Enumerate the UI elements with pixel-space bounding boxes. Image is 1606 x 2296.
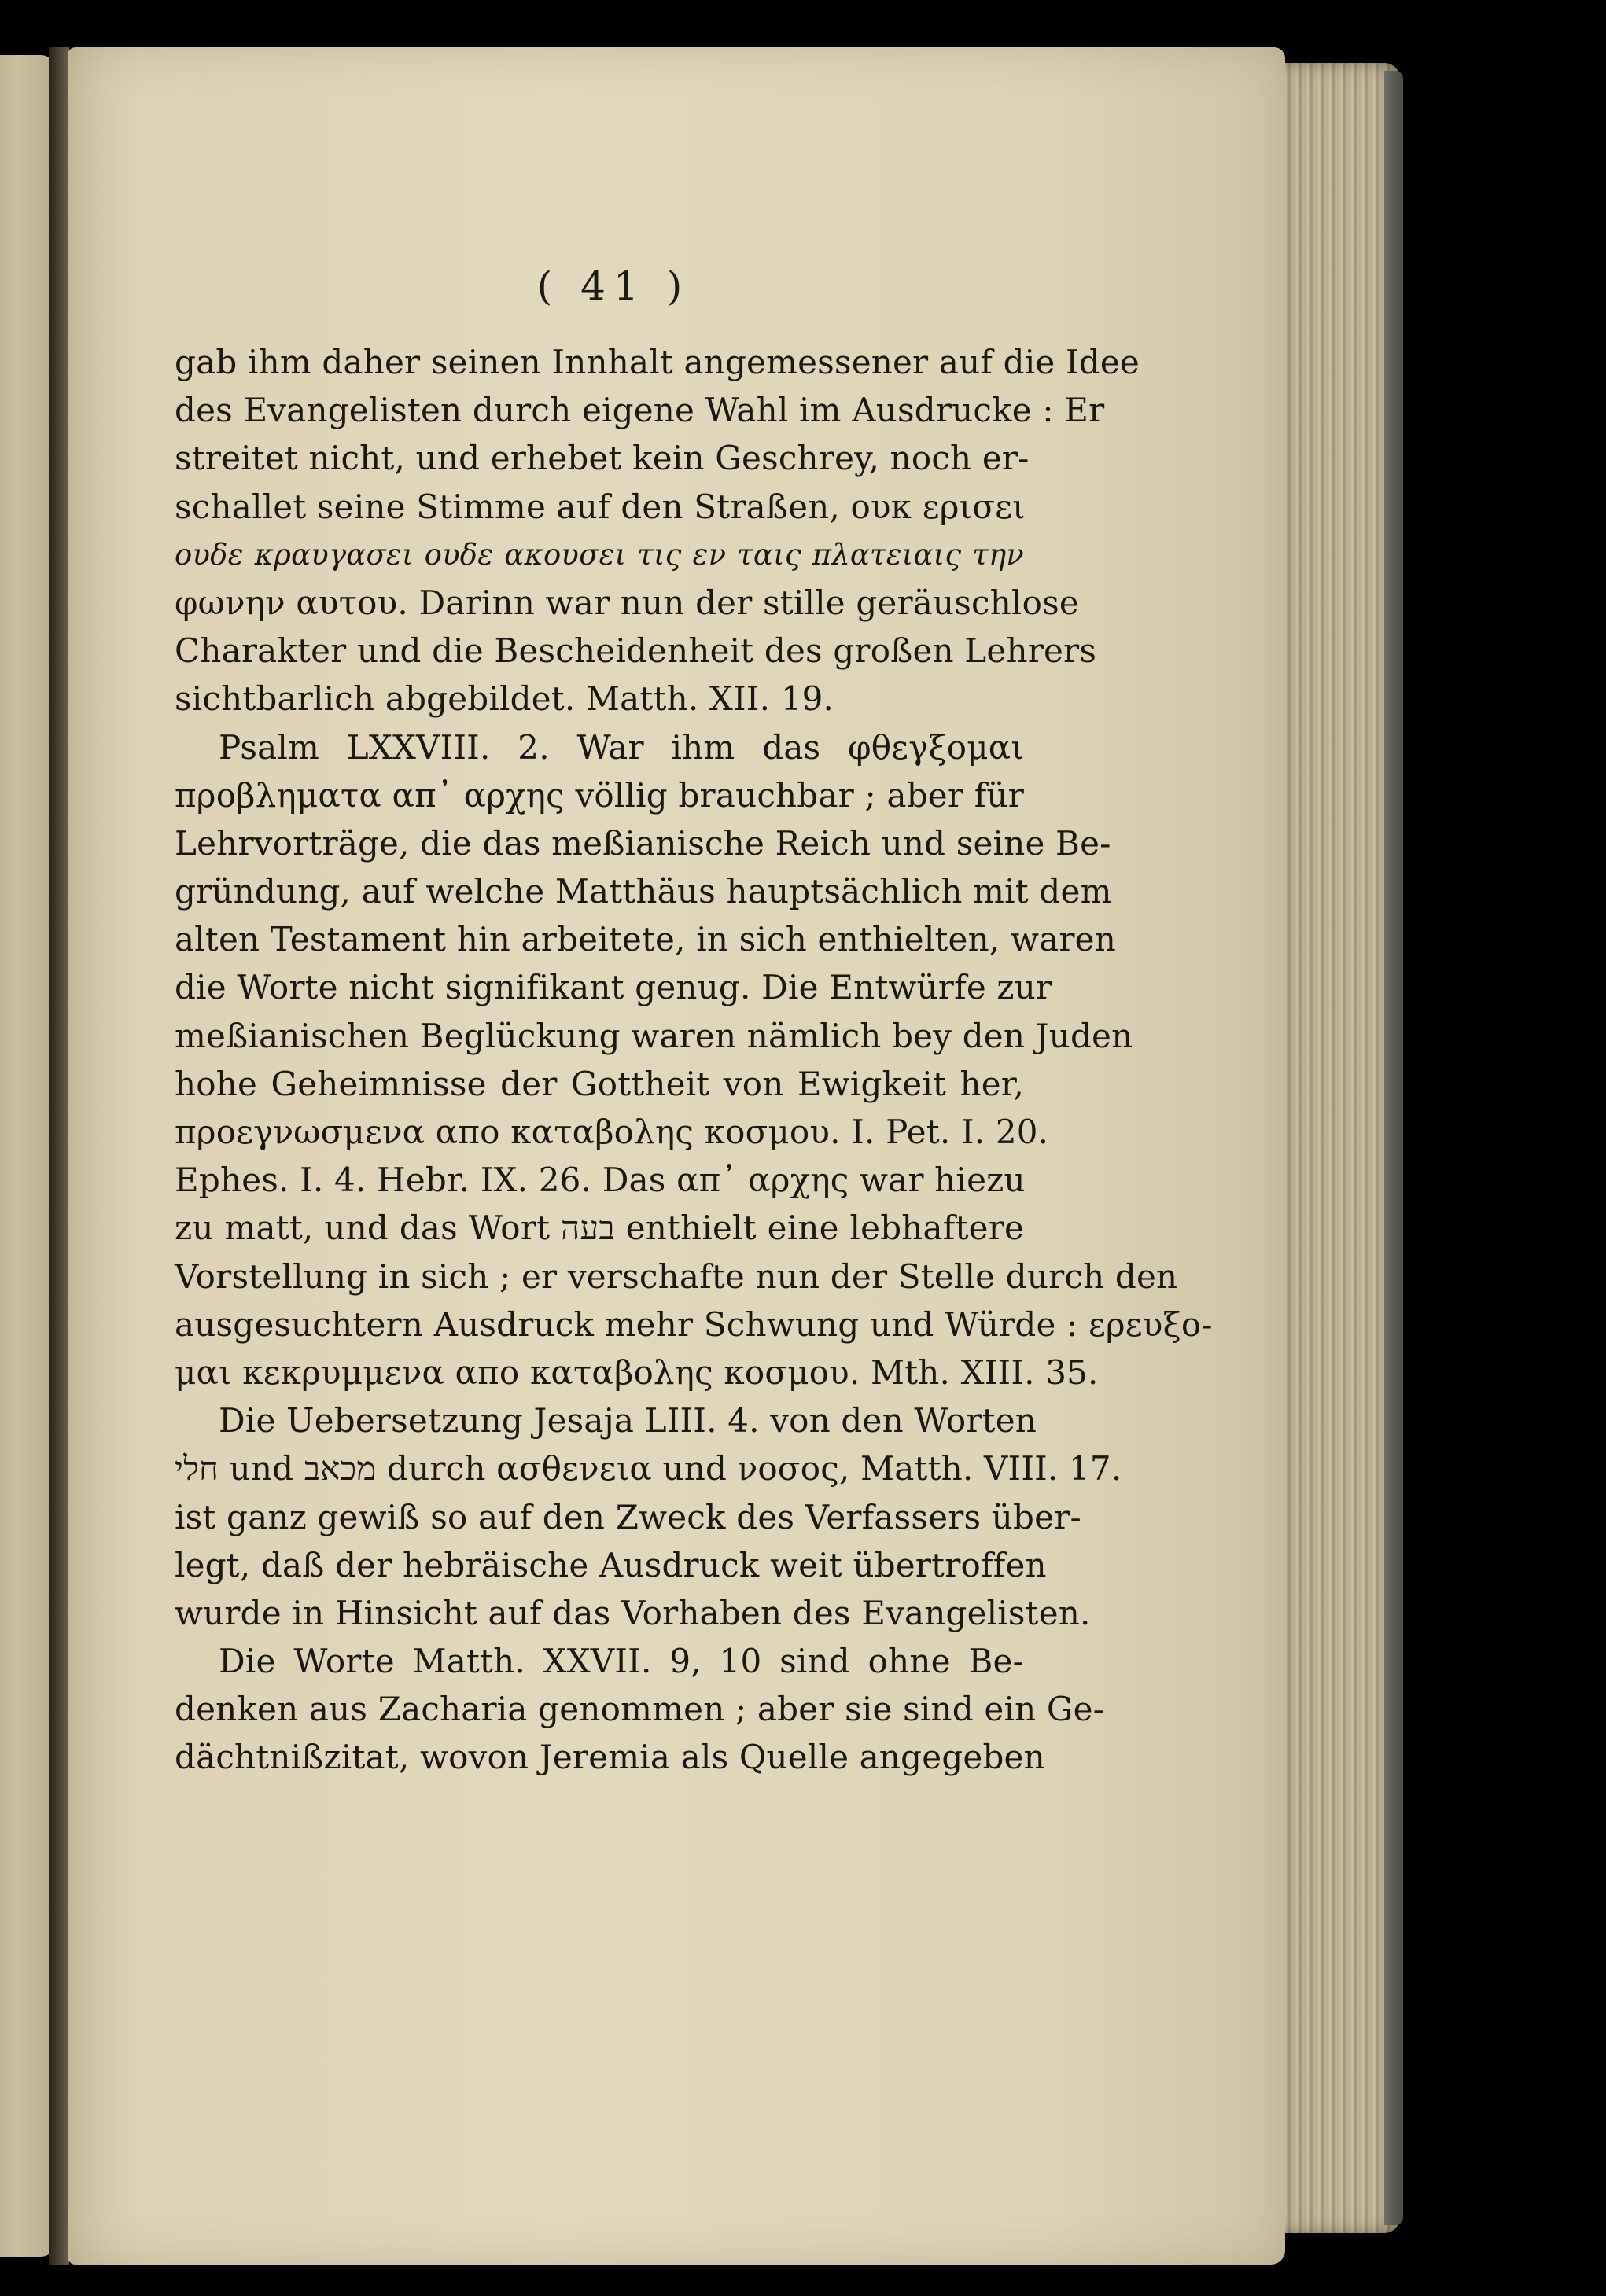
text-line: ausgesuchtern Ausdruck mehr Schwung und Würde : ερευξο-	[175, 1304, 1213, 1344]
text-line: προεγνωσμενα απο καταβολης κοσμου. I. Pet. I. 20.	[175, 1113, 1049, 1151]
text-line: dächtnißzitat, wovon Jeremia als Quelle angegeben	[175, 1738, 1045, 1777]
text-line: Die Uebersetzung Jesaja LIII. 4. von den Worten	[219, 1401, 1037, 1441]
text-line: wurde in Hinsicht auf das Vorhaben des Evangelisten.	[175, 1593, 1091, 1632]
text-line: denken aus Zacharia genommen ; aber sie sind ein Ge-	[175, 1690, 1105, 1729]
text-line: חלי und מכאב durch ασθενεια und νοσος, Matth. VIII. 17.	[175, 1449, 1122, 1488]
text-line: Psalm LXXVIII. 2. War ihm das φθεγξομαι	[219, 727, 1024, 767]
text-line: ουδε κραυγασει ουδε ακουσει τις εν ταις πλατειαις την	[175, 537, 1024, 572]
text-line: sichtbarlich abgebildet. Matth. XII. 19.	[175, 679, 834, 719]
gutter-shadow	[49, 47, 69, 2265]
text-line: Lehrvorträge, die das meßianische Reich und seine Be-	[175, 823, 1111, 863]
text-line: schallet seine Stimme auf den Straßen, ουκ ερισει	[175, 487, 1026, 526]
text-line: ist ganz gewiß so auf den Zweck des Verfassers über-	[175, 1497, 1081, 1536]
text-line: die Worte nicht signifikant genug. Die Entwürfe zur	[175, 968, 1052, 1007]
text-line: gründung, auf welche Matthäus hauptsächlich mit dem	[175, 872, 1112, 911]
text-line: φωνην αυτου. Darinn war nun der stille geräuschlose	[175, 583, 1079, 622]
page-edges	[1282, 63, 1400, 2233]
text-line: προβληματα απ᾽ αρχης völlig brauchbar ; aber für	[175, 775, 1024, 815]
text-line: Vorstellung in sich ; er verschafte nun der Stelle durch den	[175, 1257, 1178, 1296]
text-line: zu matt, und das Wort בעה enthielt eine lebhaftere	[175, 1209, 1025, 1248]
body-text	[175, 338, 1213, 1782]
text-line: Charakter und die Bescheidenheit des großen Lehrers	[175, 631, 1097, 671]
text-line: μαι κεκρυμμενα απο καταβολης κοσμου. Mth. XIII. 35.	[175, 1352, 1099, 1392]
cover-edge	[1384, 71, 1403, 2225]
text-line: legt, daß der hebräische Ausdruck weit übertroffen	[175, 1545, 1047, 1584]
text-line: alten Testament hin arbeitete, in sich enthielten, waren	[175, 920, 1116, 959]
text-line: Ephes. I. 4. Hebr. IX. 26. Das απ᾽ αρχης war hiezu	[175, 1161, 1026, 1200]
text-line: meßianischen Beglückung waren nämlich bey den Juden	[175, 1016, 1133, 1055]
text-line: streitet nicht, und erhebet kein Geschrey, noch er-	[175, 439, 1030, 478]
page-number: ( 41 )	[536, 263, 691, 309]
text-line: des Evangelisten durch eigene Wahl im Ausdrucke : Er	[175, 391, 1105, 430]
text-line: hohe Geheimnisse der Gottheit von Ewigkeit her,	[175, 1064, 1024, 1103]
facing-page-edge	[0, 55, 55, 2257]
text-line: gab ihm daher seinen Innhalt angemessener auf die Idee	[175, 343, 1140, 381]
text-line: Die Worte Matth. XXVII. 9, 10 sind ohne Be-	[219, 1642, 1024, 1681]
